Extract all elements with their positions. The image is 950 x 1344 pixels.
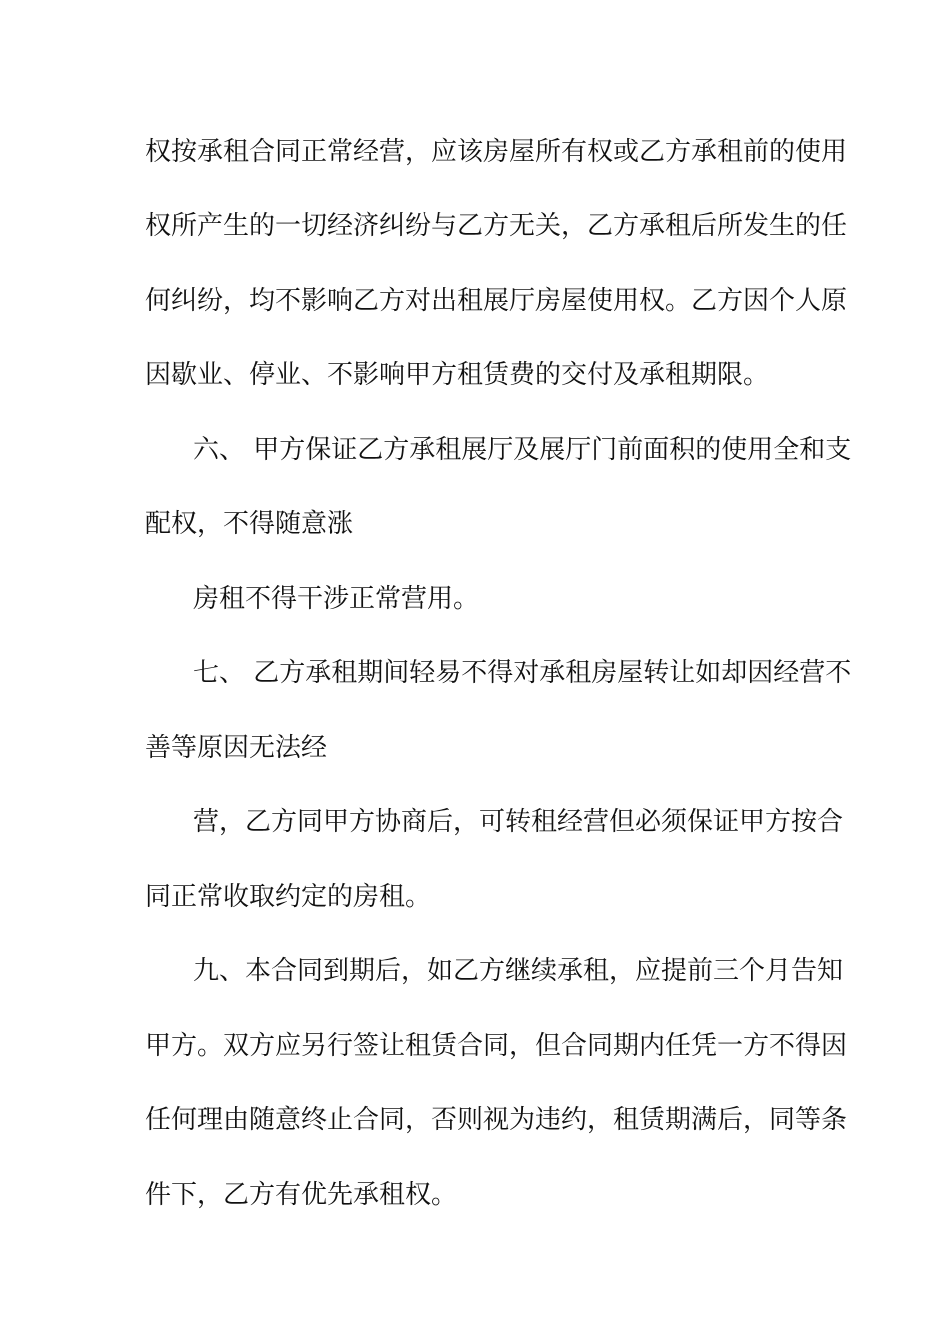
paragraph-line: 配权，不得随意涨	[145, 509, 354, 539]
paragraph-line: 权按承租合同正常经营，应该房屋所有权或乙方承租前的使用	[145, 137, 848, 167]
paragraph-line: 任何理由随意终止合同，否则视为违约，租赁期满后，同等条	[145, 1105, 848, 1135]
paragraph-line: 因歇业、停业、不影响甲方租赁费的交付及承租期限。	[145, 360, 770, 390]
paragraph-line: 营，乙方同甲方协商后，可转租经营但必须保证甲方按合	[193, 807, 844, 837]
paragraph-line: 甲方。双方应另行签让租赁合同，但合同期内任凭一方不得因	[145, 1031, 848, 1061]
paragraph-line: 房租不得干涉正常营用。	[193, 584, 480, 614]
paragraph-line: 善等原因无法经	[145, 733, 328, 763]
clause-seven-line: 七、 乙方承租期间轻易不得对承租房屋转让如却因经营不	[193, 658, 852, 688]
paragraph-line: 何纠纷，均不影响乙方对出租展厅房屋使用权。乙方因个人原	[145, 286, 848, 316]
clause-six-line: 六、 甲方保证乙方承租展厅及展厅门前面积的使用全和支	[193, 435, 852, 465]
paragraph-line: 件下，乙方有优先承租权。	[145, 1180, 458, 1210]
paragraph-line: 权所产生的一切经济纠纷与乙方无关，乙方承租后所发生的任	[145, 211, 848, 241]
paragraph-line: 同正常收取约定的房租。	[145, 882, 432, 912]
clause-nine-line: 九、本合同到期后，如乙方继续承租，应提前三个月告知	[193, 956, 844, 986]
